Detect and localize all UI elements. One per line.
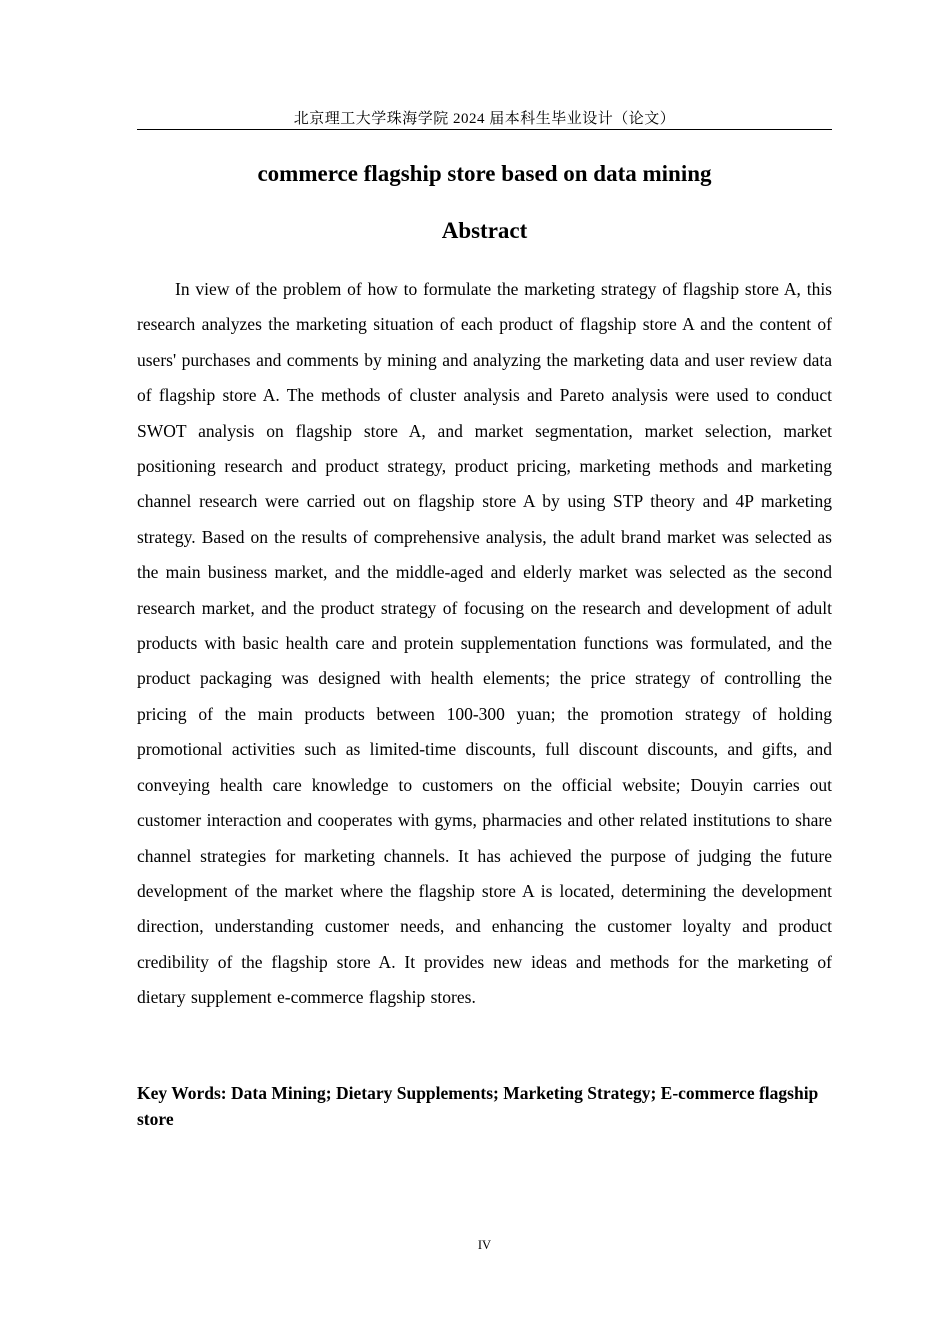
paper-title: commerce flagship store based on data mining <box>257 161 712 186</box>
keywords-line: Key Words: Data Mining; Dietary Supplements; Marketing Strategy; E-commerce flagship store <box>137 1083 819 1129</box>
abstract-body-text: In view of the problem of how to formulate the marketing strategy of flagship store A, this research analyzes the marketing situation of each product of flagship store A and the content of users' purchases and comments by mining and analyzing the marketing data and user review data of flagship store A. The methods of cluster analysis and Pareto analysis were used to conduct SWOT analysis on flagship store A, and market segmentation, market selection, market positioning research and product strategy, product pricing, marketing methods and marketing channel research were carried out on flagship store A by using STP theory and 4P marketing strategy. Based on the results of comprehensive analysis, the adult brand market was selected as the main business market, and the middle-aged and elderly market was selected as the second research market, and the product strategy of focusing on the research and development of adult products with basic health care and protein supplementation functions was formulated, and the product packaging was designed with health elements; the price strategy of controlling the pricing of the main products between 100-300 yuan; the promotion strategy of holding promotional activities such as limited-time discounts, full discount discounts, and gifts, and conveying health care knowledge to customers on the official website; Douyin carries out customer interaction and cooperates with gyms, pharmacies and other related institutions to share channel strategies for marketing channels. It has achieved the purpose of judging the future development of the market where the flagship store A is located, determining the development direction, understanding customer needs, and enhancing the customer loyalty and product credibility of the flagship store A. It provides new ideas and methods for the marketing of dietary supplement e-commerce flagship stores. <box>137 279 832 1008</box>
abstract-heading: Abstract <box>441 218 528 243</box>
running-header: 北京理工大学珠海学院 2024 届本科生毕业设计（论文） <box>293 111 676 127</box>
header-rule <box>137 129 832 130</box>
page-number: IV <box>477 1238 492 1252</box>
